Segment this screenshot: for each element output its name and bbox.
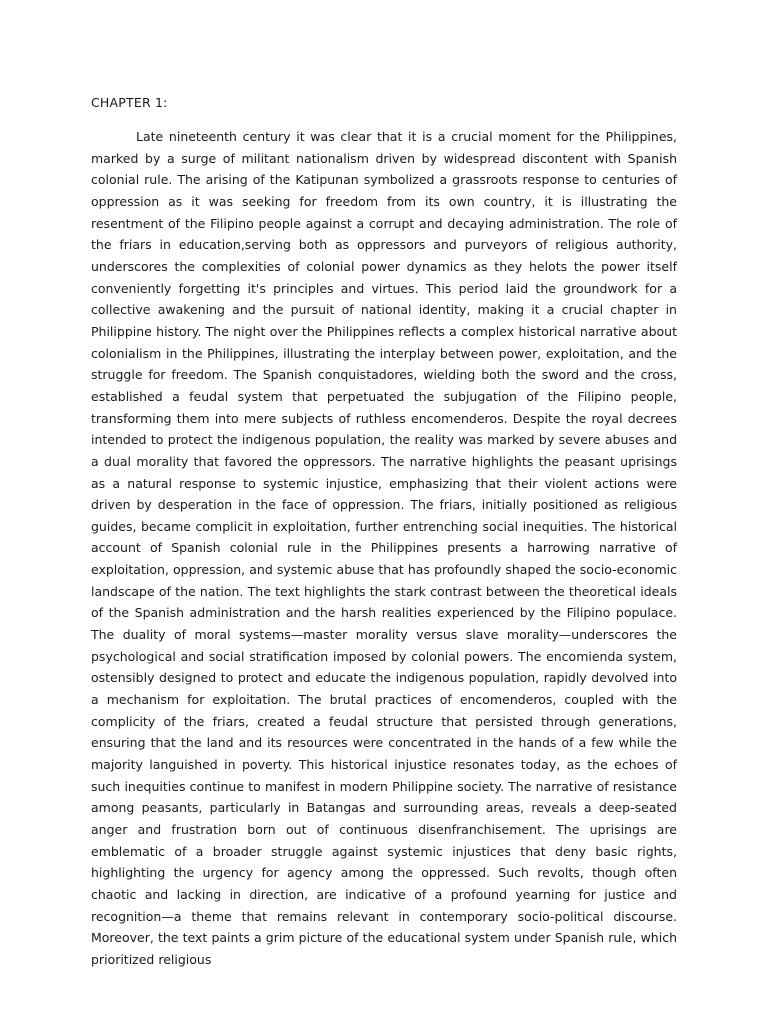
chapter-heading: CHAPTER 1:	[91, 95, 168, 110]
body-paragraph: Late nineteenth century it was clear that it is a crucial moment for the Philippines, marked by a surge of militant nationalism driven by widespread discontent with Spanish colonial rule. The arising of the Katipunan symbolized a grassroots response to centuries of oppression as it was seeking for freedom from its own country, it is illustrating the resentment of the Filipino people against a corrupt and decaying administration. The role of the friars in education,serving both as oppressors and purveyors of religious authority, underscores the complexities of colonial power dynamics as they helots the power itself conveniently forgetting it's principles and virtues. This period laid the groundwork for a collective awakening and the pursuit of national identity, making it a crucial chapter in Philippine history. The night over the Philippines reflects a complex historical narrative about colonialism in the Philippines, illustrating the interplay between power, exploitation, and the struggle for freedom. The Spanish conquistadores, wielding both the sword and the cross, established a feudal system that perpetuated the subjugation of the Filipino people, transforming them into mere subjects of ruthless encomenderos. Despite the royal decrees intended to protect the indigenous population, the reality was marked by severe abuses and a dual morality that favored the oppressors. The narrative highlights the peasant uprisings as a natural response to systemic injustice, emphasizing that their violent actions were driven by desperation in the face of oppression. The friars, initially positioned as religious guides, became complicit in exploitation, further entrenching social inequities. The historical account of Spanish colonial rule in the Philippines presents a harrowing narrative of exploitation, oppression, and systemic abuse that has profoundly shaped the socio-economic landscape of the nation. The text highlights the stark contrast between the theoretical ideals of the Spanish administration and the harsh realities experienced by the Filipino populace. The duality of moral systems—master morality versus slave morality—underscores the psychological and social stratification imposed by colonial powers. The encomienda system, ostensibly designed to protect and educate the indigenous population, rapidly devolved into a mechanism for exploitation. The brutal practices of encomenderos, coupled with the complicity of the friars, created a feudal structure that persisted through generations, ensuring that the land and its resources were concentrated in the hands of a few while the majority languished in poverty. This historical injustice resonates today, as the echoes of such inequities continue to manifest in modern Philippine society. The narrative of resistance among peasants, particularly in Batangas and surrounding areas, reveals a deep-seated anger and frustration born out of continuous disenfranchisement. The uprisings are emblematic of a broader struggle against systemic injustices that deny basic rights, highlighting the urgency for agency among the oppressed. Such revolts, though often chaotic and lacking in direction, are indicative of a profound yearning for justice and recognition—a theme that remains relevant in contemporary socio-political discourse. Moreover, the text paints a grim picture of the educational system under Spanish rule, which prioritized religious	[91, 129, 677, 967]
